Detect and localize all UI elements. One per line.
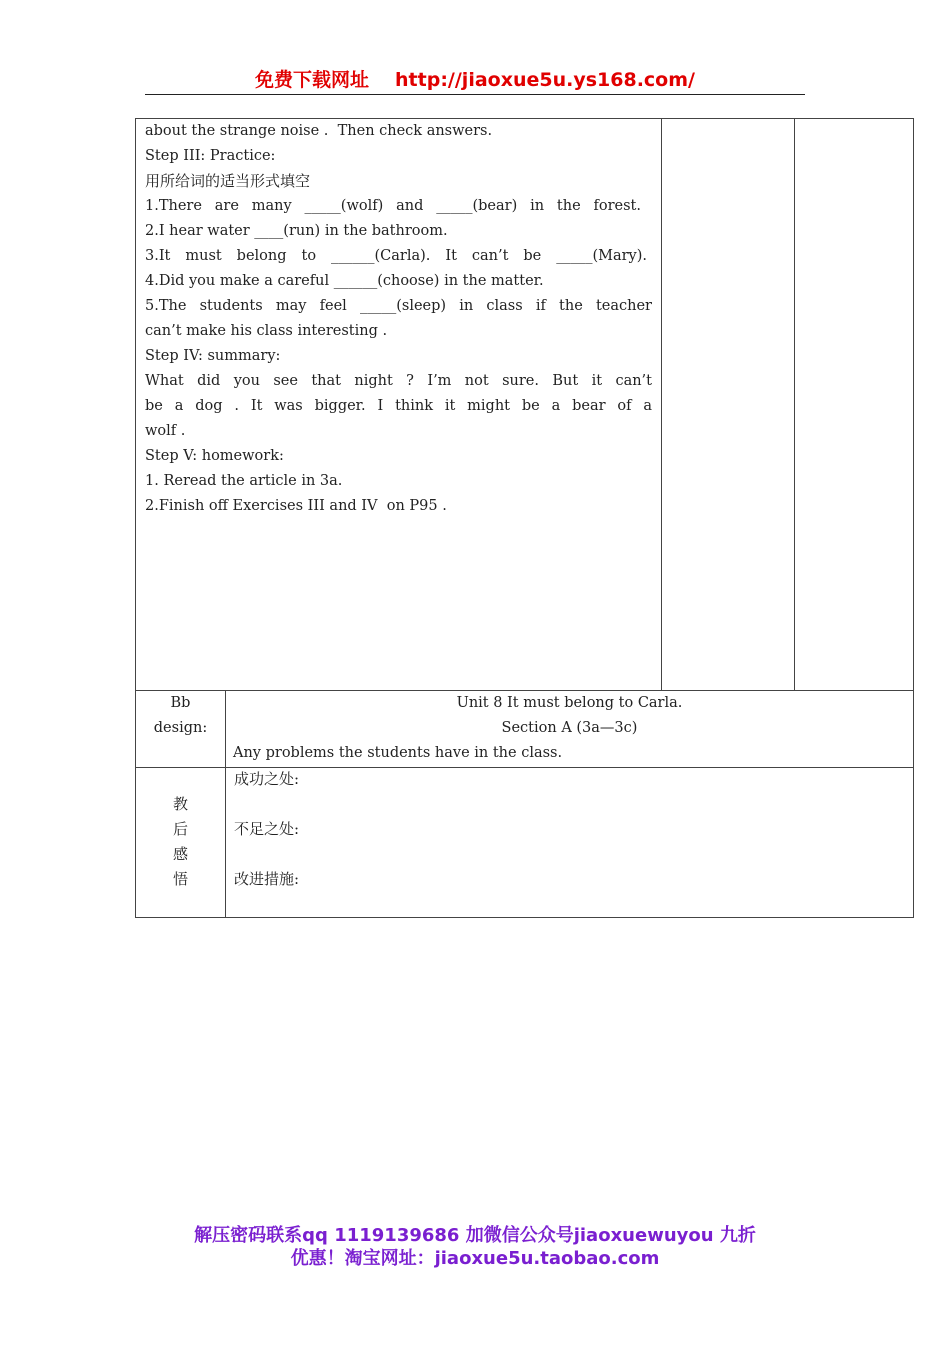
exercise-item: 2.I hear water ____(run) in the bathroom. [145,223,448,239]
exercise-item: 5.The students may feel _____(sleep) in class if the teacher [145,298,652,314]
footer-contact-line: 解压密码联系qq 1119139686 加微信公众号jiaoxuewuyou 九折 [194,1225,756,1246]
summary-line: What did you see that night ? I’m not sure. But it can’t [145,373,652,389]
header-url-link[interactable]: http://jiaoxue5u.ys168.com/ [395,69,695,91]
page-header [145,66,805,95]
bb-design-title: Unit 8 It must belong to Carla. [456,695,683,711]
footer-shop-line: 优惠！淘宝网址：jiaoxue5u.taobao.com [290,1248,660,1269]
homework-item: 2.Finish off Exercises III and IV on P95 . [145,498,447,514]
summary-line: wolf . [145,423,186,439]
reflection-label-char: 悟 [172,870,188,888]
reflection-success: 成功之处: [234,770,300,788]
homework-item: 1. Reread the article in 3a. [145,473,343,489]
reflection-content-cell [225,767,914,918]
empty-column-3 [794,118,914,691]
bb-design-label: Bb [170,695,191,711]
bb-design-note: Any problems the students have in the class. [233,745,563,761]
exercise-item: can’t make his class interesting . [145,323,388,339]
empty-column-2 [661,118,795,691]
bb-design-section: Section A (3a—3c) [501,720,638,736]
step-heading: Step V: homework: [145,448,284,464]
reflection-label-char: 感 [172,845,188,863]
exercise-item: 4.Did you make a careful ______(choose) in the matter. [145,273,544,289]
step-heading: Step IV: summary: [145,348,281,364]
step-heading: Step III: Practice: [145,148,276,164]
exercise-item: 1.There are many _____(wolf) and _____(bear) in the forest. [145,198,641,214]
exercise-item: 3.It must belong to ______(Carla). It can’t be _____(Mary). [145,248,647,264]
reflection-label-char: 教 [172,795,188,813]
reflection-label-char: 后 [172,820,188,838]
header-site-name: 免费下载网址 [255,69,370,91]
procedure-line: about the strange noise . Then check answers. [145,123,493,139]
procedure-line: 用所给词的适当形式填空 [145,172,311,190]
reflection-improvement: 改进措施: [234,870,300,888]
reflection-shortcoming: 不足之处: [234,820,300,838]
summary-line: be a dog . It was bigger. I think it might be a bear of a [145,398,652,414]
bb-design-label: design: [153,720,208,736]
